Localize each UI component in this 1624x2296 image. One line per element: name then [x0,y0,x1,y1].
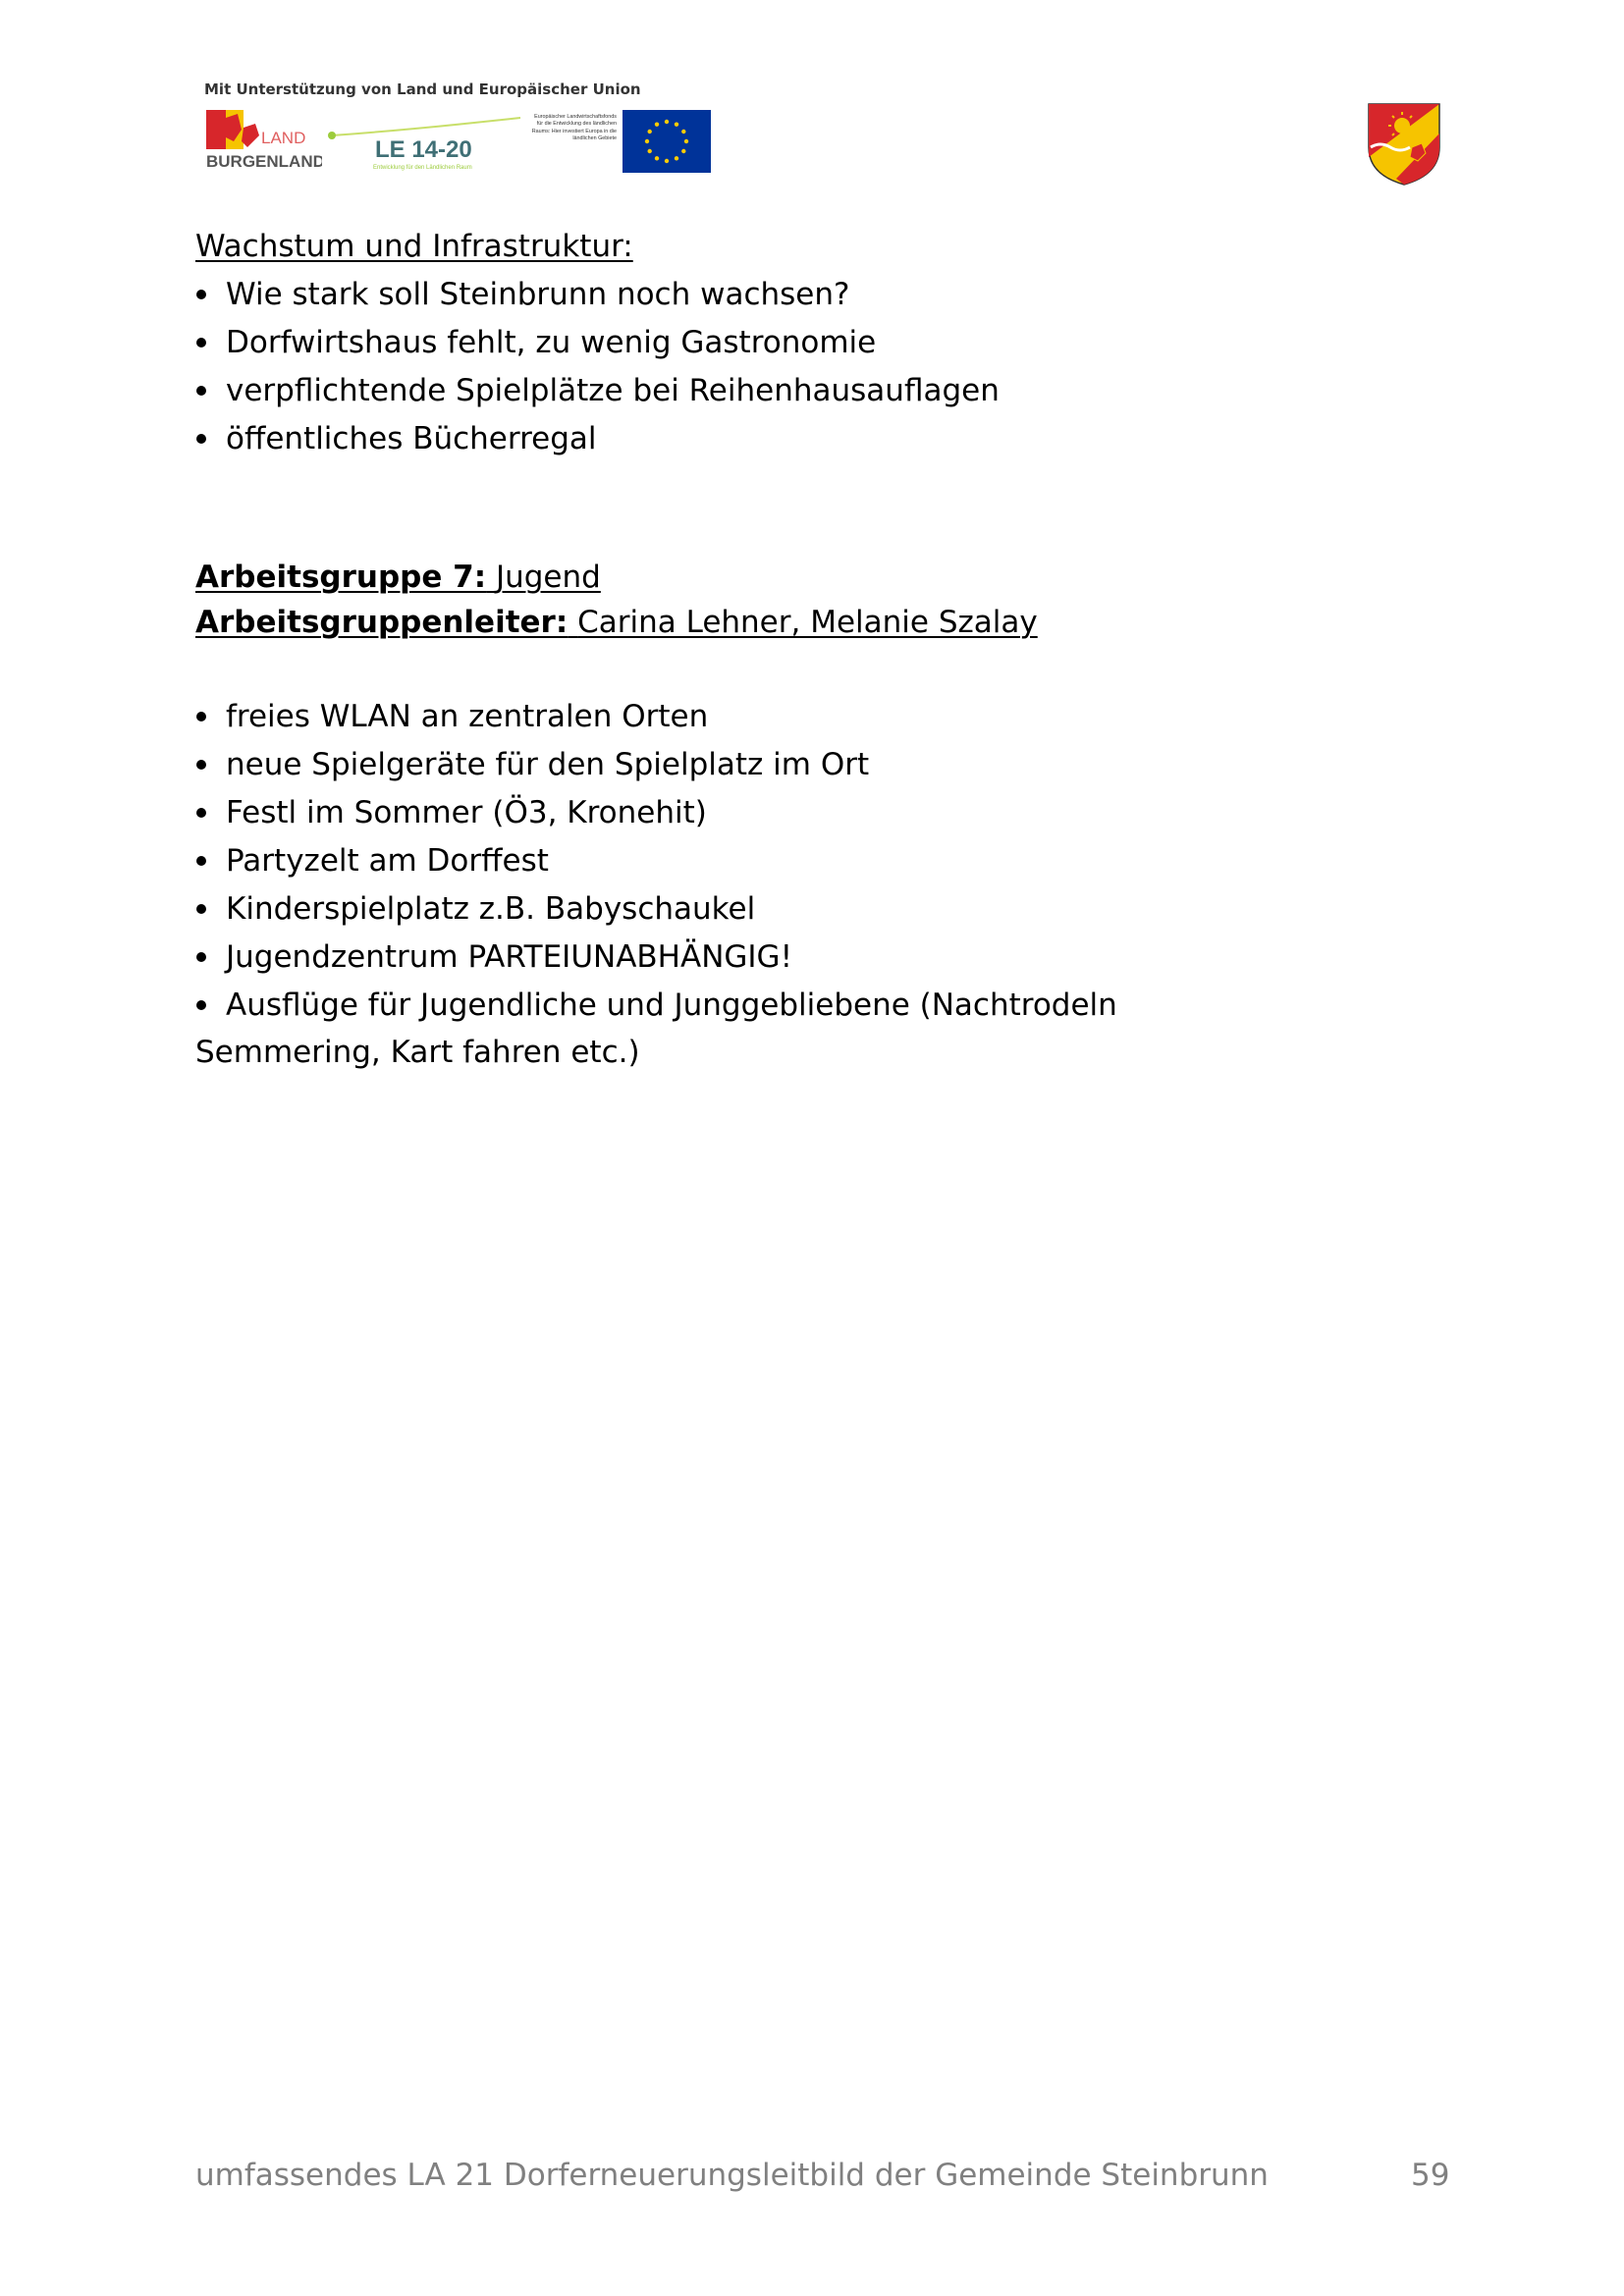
bullet-dot-icon [196,290,206,299]
page-number: 59 [1411,2158,1450,2193]
bullet-dot-icon [196,434,206,444]
bullet-dot-icon [196,856,206,866]
logo-le-text: LE 14-20 [375,136,472,163]
bullet-dot-icon [196,1000,206,1010]
group-heading [195,558,601,597]
bullet-dot-icon [196,338,206,347]
list-item: Festl im Sommer (Ö3, Kronehit) [195,793,1117,841]
section-heading: Wachstum und Infrastruktur: [195,229,633,264]
list-item: Jugendzentrum PARTEIUNABHÄNGIG! [195,937,1117,986]
group-name: Jugend [495,560,601,595]
eu-flag-icon [623,110,711,173]
coat-of-arms-icon [1367,102,1441,187]
bullet-dot-icon [196,760,206,770]
leader-label: Arbeitsgruppenleiter: [195,605,568,640]
group-leader-line [195,603,1038,642]
list-item: Kinderspielplatz z.B. Babyschaukel [195,889,1117,937]
list-item: Wie stark soll Steinbrunn noch wachsen? [195,275,1000,323]
list-item: öffentliches Bücherregal [195,419,1000,467]
growth-bullet-list [195,275,1000,467]
support-text: Mit Unterstützung von Land und Europäischer Union [204,80,641,98]
logo-le-subtext: Entwicklung für den Ländlichen Raum [373,165,472,171]
le-14-20-logo [326,110,526,175]
list-item: neue Spielgeräte für den Spielplatz im Ort [195,745,1117,793]
bullet-dot-icon [196,386,206,396]
youth-bullet-list [195,697,1117,1034]
list-item: Ausflüge für Jugendliche und Junggebliebene (Nachtrodeln [195,986,1117,1034]
list-item: verpflichtende Spielplätze bei Reihenhausauflagen [195,371,1000,419]
logo-land-text: LAND [261,129,306,147]
footer-title: umfassendes LA 21 Dorferneuerungsleitbild der Gemeinde Steinbrunn [195,2158,1269,2193]
land-burgenland-logo [204,108,322,173]
bullet-dot-icon [196,712,206,721]
list-item: Dorfwirtshaus fehlt, zu wenig Gastronomie [195,323,1000,371]
group-label: Arbeitsgruppe 7: [195,560,487,595]
list-item: freies WLAN an zentralen Orten [195,697,1117,745]
bullet-dot-icon [196,952,206,962]
eu-logo [530,110,711,173]
logo-burgenland-text: BURGENLAND [206,152,322,171]
eu-fund-text: Europäischer Landwirtschaftsfonds für die Entwicklung des ländlichen Raums: Hier investiert Europa in die ländlichen Gebiete [531,114,617,142]
list-item-continuation: Semmering, Kart fahren etc.) [195,1035,640,1070]
leader-names: Carina Lehner, Melanie Szalay [577,605,1038,640]
bullet-dot-icon [196,904,206,914]
bullet-dot-icon [196,808,206,818]
list-item: Partyzelt am Dorffest [195,841,1117,889]
